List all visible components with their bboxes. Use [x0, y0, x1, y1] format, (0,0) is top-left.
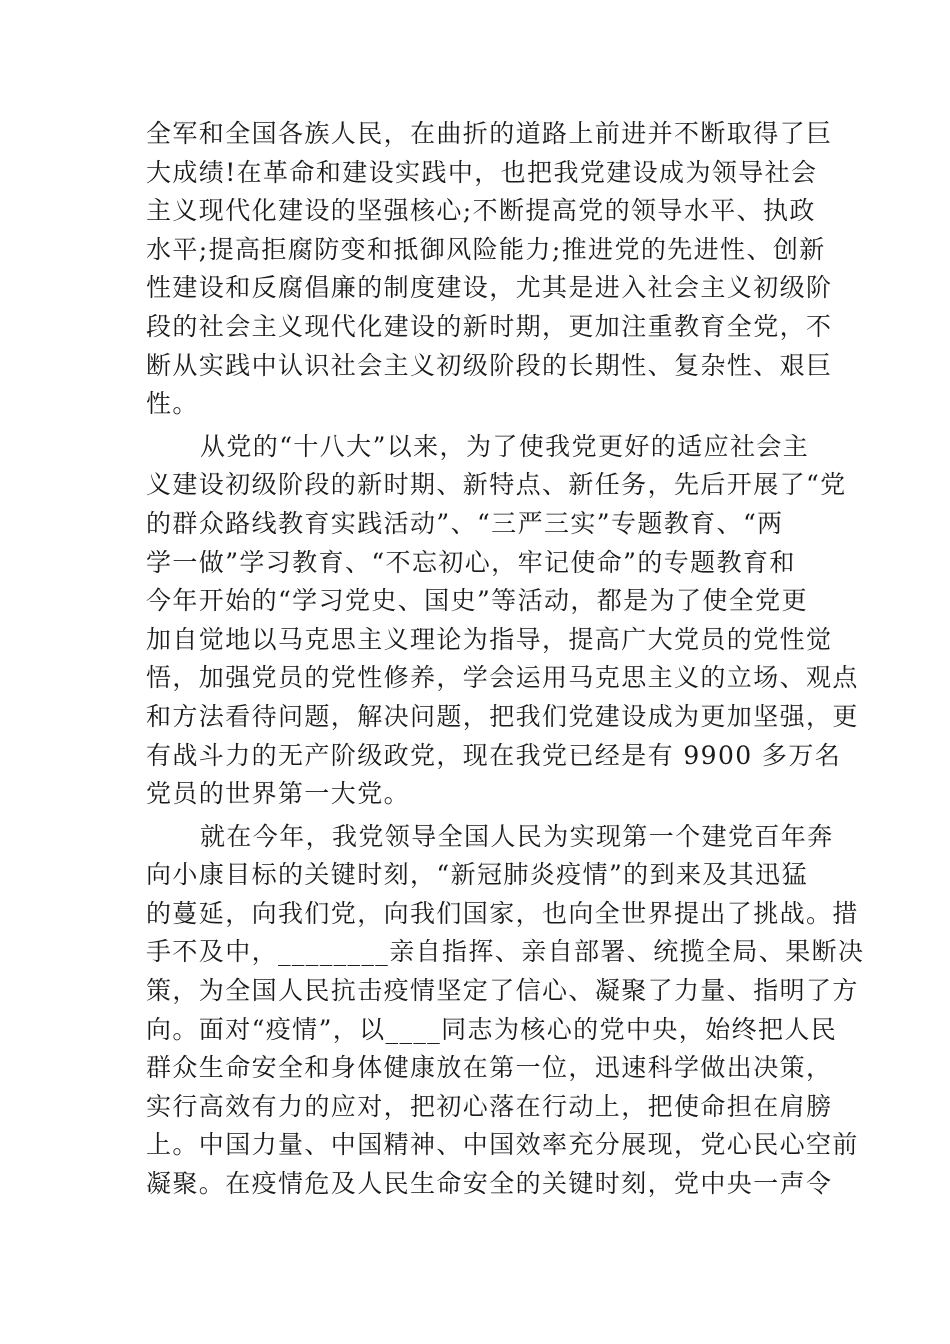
text-line: 段的社会主义现代化建设的新时期，更加注重教育全党，不 [146, 311, 833, 341]
text-line: 就在今年，我党领导全国人民为实现第一个建党百年奔 [200, 821, 834, 851]
text-line: 实行高效有力的应对，把初心落在行动上，把使命担在肩膀 [146, 1091, 833, 1121]
text-line: 性建设和反腐倡廉的制度建设，尤其是进入社会主义初级阶 [146, 273, 833, 303]
text-line: 加自觉地以马克思主义理论为指导，提高广大党员的党性觉 [146, 624, 833, 654]
text-line: 断从实践中认识社会主义初级阶段的长期性、复杂性、艰巨 [146, 350, 833, 380]
text-line: 群众生命安全和身体健康放在第一位，迅速科学做出决策， [146, 1053, 833, 1083]
text-line: 从党的“十八大”以来，为了使我党更好的适应社会主 [200, 431, 810, 461]
text-line: 学一做”学习教育、“不忘初心，牢记使命”的专题教育和 [146, 547, 796, 577]
text-line: 大成绩!在革命和建设实践中，也把我党建设成为领导社会 [146, 157, 818, 187]
paragraph [146, 428, 859, 814]
text-line: 有战斗力的无产阶级政党，现在我党已经是有 9900 多万名 [146, 740, 842, 770]
document-body [146, 115, 865, 1204]
text-line: 策，为全国人民抗击疫情坚定了信心、凝聚了力量、指明了方 [146, 976, 859, 1006]
text-line: 全军和全国各族人民，在曲折的道路上前进并不断取得了巨 [146, 119, 833, 148]
text-line: 向。面对“疫情”，以____同志为核心的党中央，始终把人民 [146, 1014, 838, 1044]
text-line: 和方法看待问题，解决问题，把我们党建设成为更加坚强，更 [146, 701, 859, 731]
text-line: 性。 [146, 389, 199, 419]
text-line: 今年开始的“学习党史、国史”等活动，都是为了使全党更 [146, 586, 808, 616]
paragraph [146, 115, 833, 424]
text-line: 的群众路线教育实践活动”、“三严三实”专题教育、“两 [146, 508, 784, 538]
text-line: 手不及中，________亲自指挥、亲自部署、统揽全局、果断决 [146, 937, 865, 967]
text-line: 向小康目标的关键时刻，“新冠肺炎疫情”的到来及其迅猛 [146, 860, 808, 890]
text-line: 党员的世界第一大党。 [146, 779, 411, 809]
text-line: 上。中国力量、中国精神、中国效率充分展现，党心民心空前 [146, 1130, 859, 1160]
text-line: 主义现代化建设的坚强核心;不断提高党的领导水平、执政 [146, 196, 816, 226]
text-line: 义建设初级阶段的新时期、新特点、新任务，先后开展了“党 [146, 470, 847, 500]
text-line: 凝聚。在疫情危及人民生命安全的关键时刻，党中央一声令 [146, 1169, 833, 1199]
text-line: 的蔓延，向我们党，向我们国家，也向全世界提出了挑战。措 [146, 898, 859, 928]
paragraph [146, 818, 865, 1204]
text-line: 悟，加强党员的党性修养，学会运用马克思主义的立场、观点 [146, 663, 859, 693]
text-line: 水平;提高拒腐防变和抵御风险能力;推进党的先进性、创新 [146, 234, 826, 264]
